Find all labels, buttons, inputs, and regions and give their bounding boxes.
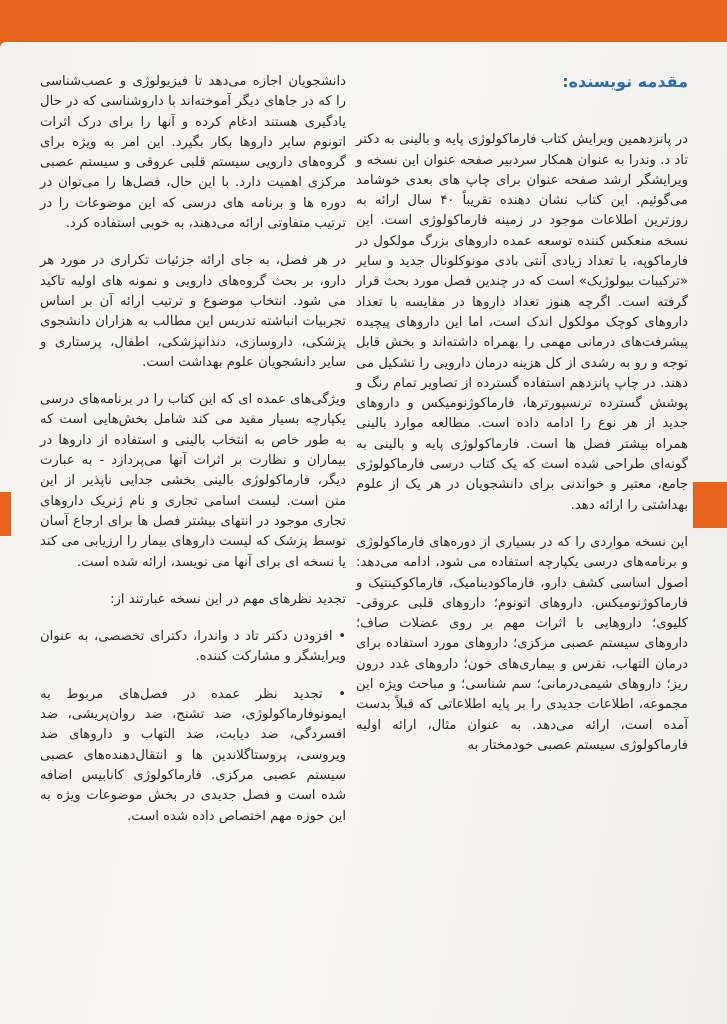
- page-heading: مقدمه نویسنده:: [562, 72, 688, 91]
- right-paragraph-2: این نسخه مواردی را که در بسیاری از دوره‌های فارماکولوژی و برنامه‌های درسی یکپارچه استفاده می شود، ادامه می‌دهد: اصول اساسی کشف دارو، فارماکودینامیک، فارماکوکینتیک و فارماکوژنومیکس. داروهای اتونوم؛ داروهای قلبی عروقی-کلیوی؛ داروهایی با اثرات مهم بر روی عضلات صاف؛ داروهای سیستم عصبی مرکزی؛ داروهای مورد استفاده برای درمان التهاب، نقرس و بیماری‌های خون؛ داروهای غدد درون ریز؛ داروهای شیمی‌درمانی؛ سم شناسی؛ و مباحث ویژه این مجموعه، اطلاعات جدیدی را بر پایه اطلاعاتی که قبلاً بدست آمده است، ارائه می‌دهد. به عنوان مثال، ارائه اولیه فارماکولوژی سیستم عصبی خودمختار به: [356, 534, 688, 753]
- left-paragraph-3: ویژگی‌های عمده ای که این کتاب را در برنامه‌های درسی یکپارچه بسیار مفید می کند شامل بخش‌هایی است که به طور خاص به انتخاب بالینی و استفاده از داروها در بیماران و نظارت بر اثرات آنها می‌پردازد - به عبارت دیگر، فارماکولوژی بالینی بخشی جدایی ناپذیر از این متن است. لیست اسامی تجاری و نام ژنریک داروهای تجاری موجود در انتهای بیشتر فصل ها برای ارجاع آسان توسط پزشک که لیست داروهای بیمار را ارزیابی می کند یا نسخه ای برای آنها می نویسد، ارائه شده است.: [40, 392, 346, 570]
- right-column: [356, 72, 688, 773]
- bullet-item-1: • افزودن دکتر تاد د واندرا، دکترای تخصصی، به عنوان ویرایشگر و مشارکت کننده.: [40, 629, 346, 665]
- right-paragraph-1: در پانزدهمین ویرایش کتاب فارماکولوژی پایه و بالینی به دکتر تاد د. وندرا به عنوان همکار سردبیر صفحه عنوان این نسخه و ویرایشگر ارشد صفحه عنوان برای چاپ های بعدی خوشامد می‌گوئیم. این کتاب نشان دهنده تقریباً ۴۰ سال ارائه به روزترین اطلاعات موجود در زمینه فارماکولوژی است. این نسخه منعکس کننده توسعه عمده داروهای بزرگ مولکول در فارماکوپه، با تعداد زیادی آنتی بادی مونوکلونال جدید و سایر «ترکیبات بیولوژیک» است که در چندین فصل مورد بحث قرار گرفته است. اگرچه هنوز تعداد داروها در مقایسه با تعداد داروهای کوچک مولکول اندک است، اما این داروهای پیچیده پیشرفت‌های درمانی مهمی را بهمراه داشته‌اند و بخش قابل توجه و رو به رشدی از کل هزینه درمان دارویی را تشکیل می دهند. در چاپ پانزدهم استفاده گسترده از تصاویر تمام رنگ و پوشش گسترده ترنسپورترها، فارماکوژنومیکس و داروهای جدید از هر نوع را ادامه داده است. مطالعه موارد بالینی همراه بیشتر فصل ها است. فارماکولوژی پایه و بالینی به گونه‌ای طراحی شده است که یک کتاب درسی فارماکولوژی جامع، معتبر و خواندنی برای دانشجویان در هر یک از علوم بهداشتی را ارائه دهد.: [356, 132, 688, 513]
- left-paragraph-4: تجدید نظرهای مهم در این نسخه عبارتند از:: [110, 591, 346, 607]
- right-edge-tab: [693, 482, 727, 528]
- left-edge-tab: [0, 492, 11, 536]
- left-column: [40, 72, 346, 844]
- left-paragraph-2: در هر فصل، به جای ارائه جزئیات تکراری در مورد هر دارو، بر بحث گروه‌های دارویی و نمونه های اولیه تاکید می شود. انتخاب موضوع و ترتیب ارائه آن بر اساس تجربیات انباشته تدریس این مطالب به هزاران دانشجوی پزشکی، داروسازی، دندانپزشکی، اطفال، پرستاری و سایر دانشجویان علوم بهداشت است.: [40, 253, 346, 370]
- bullet-item-2: • تجدید نظر عمده در فصل‌های مربوط به ایمونوفارماکولوژی، ضد تشنج، ضد روان‌پریشی، ضد افسردگی، ضد دیابت، ضد التهاب و داروهای ضد ویروسی، پروستاگلاندین ها و انتقال‌دهنده‌های عصبی سیستم عصبی مرکزی. فارماکولوژی کانابیس اضافه شده است و فصل جدیدی در بخش موضوعات ویژه به این حوزه مهم اختصاص داده شده است.: [40, 686, 346, 824]
- left-paragraph-1: دانشجویان اجازه می‌دهد تا فیزیولوژی و عصب‌شناسی را که در جاهای دیگر آموخته‌اند با داروشناسی که در حال یادگیری هستند ادغام کرده و آنها را برای درک اثرات اتونوم سایر داروها بکار بگیرد. این امر به ویژه برای گروه‌های دارویی سیستم قلبی عروقی و سیستم عصبی مرکزی اهمیت دارد. با این حال، فصل‌ها را می‌توان در دوره ها و برنامه های درسی که این موضوعات را در ترتیب متفاوتی ارائه می‌دهند، به خوبی استفاده کرد.: [40, 74, 346, 232]
